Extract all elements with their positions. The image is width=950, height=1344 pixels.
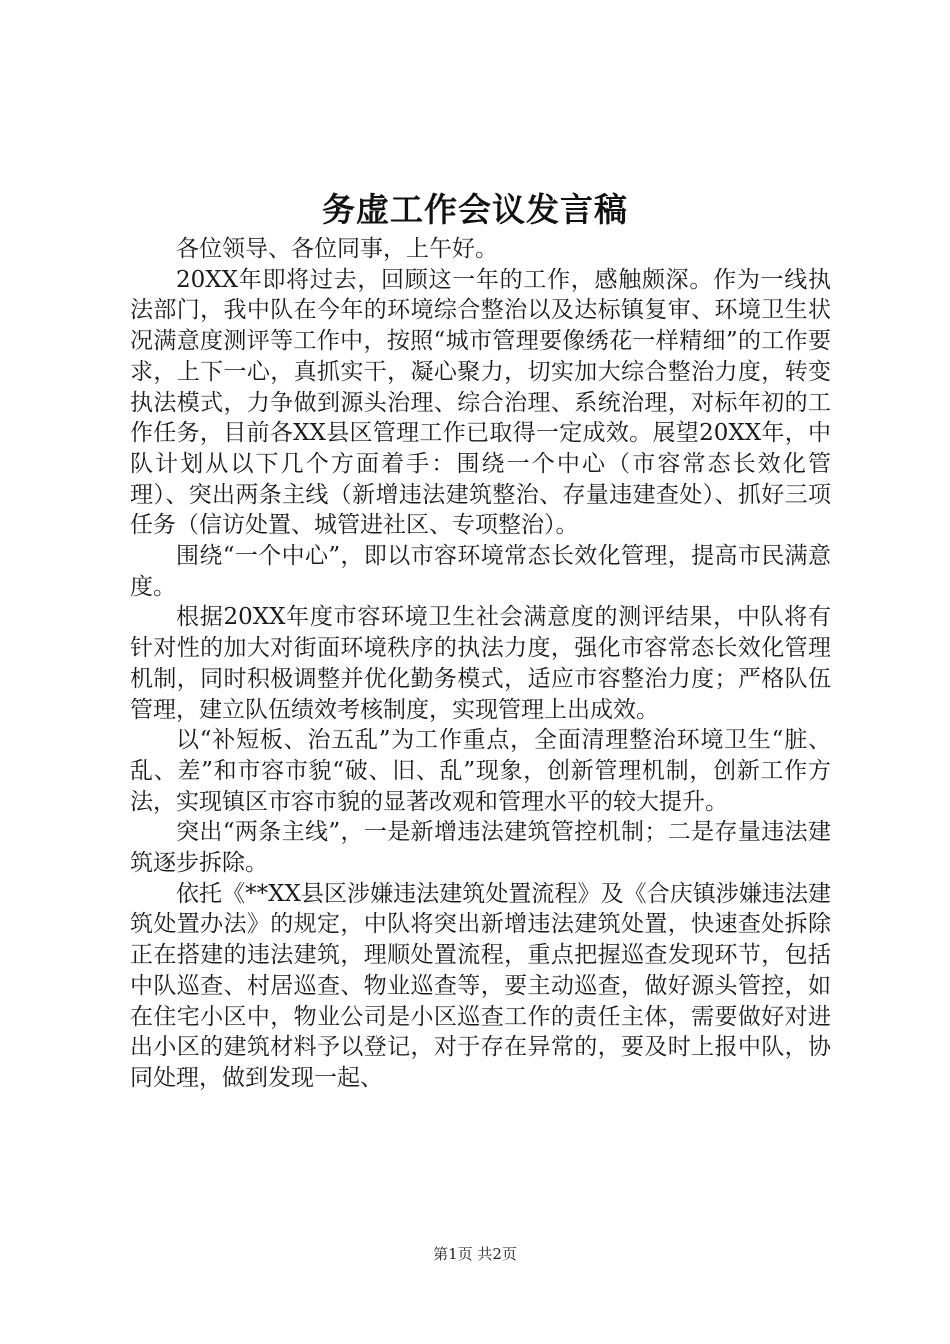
- paragraph-two-lines: 突出“两条主线”，一是新增违法建筑管控机制；二是存量违法建筑逐步拆除。: [130, 819, 831, 877]
- paragraph-one-center: 围绕“一个中心”，即以市容环境常态长效化管理，提高市民满意度。: [130, 543, 831, 600]
- document-title: 务虚工作会议发言稿: [322, 190, 628, 229]
- page-number-footer: 第1页 共2页: [433, 1245, 517, 1263]
- paragraph-greeting: 各位领导、各位同事，上午好。: [176, 236, 498, 262]
- paragraph-focus: 以“补短板、治五乱”为工作重点，全面清理整治环境卫生“脏、乱、差”和市容市貌“破、旧、乱”现象，创新管理机制，创新工作方法，实现镇区市容市貌的显著改观和管理水平的较大提升。: [130, 727, 831, 815]
- paragraph-survey: 根据20XX年度市容环境卫生社会满意度的测评结果，中队将有针对性的加大对街面环境秩序的执法力度，强化市容常态长效化管理机制，同时积极调整并优化勤务模式，适应市容整治力度；严格队伍管理，建立队伍绩效考核制度，实现管理上出成效。: [130, 604, 831, 723]
- paragraph-procedure: 依托《**XX县区涉嫌违法建筑处置流程》及《合庆镇涉嫌违法建筑处置办法》的规定，中队将突出新增违法建筑处置，快速查处拆除正在搭建的违法建筑，理顺处置流程，重点把握巡查发现环节，包括中队巡查、村居巡查、物业巡查等，要主动巡查，做好源头管控，如在住宅小区中，物业公司是小区巡查工作的责任主体，需要做好对进出小区的建筑材料予以登记，对于存在异常的，要及时上报中队，协同处理，做到发现一起、: [130, 880, 831, 1091]
- document-body: [130, 234, 831, 1094]
- paragraph-review: 20XX年即将过去，回顾这一年的工作，感触颇深。作为一线执法部门，我中队在今年的环境综合整治以及达标镇复审、环境卫生状况满意度测评等工作中，按照“城市管理要像绣花一样精细”的工作要求，上下一心，真抓实干，凝心聚力，切实加大综合整治力度，转变执法模式，力争做到源头治理、综合治理、系统治理，对标年初的工作任务，目前各XX县区管理工作已取得一定成效。展望20XX年，中队计划从以下几个方面着手：围绕一个中心（市容常态长效化管理）、突出两条主线（新增违法建筑整治、存量违建查处）、抓好三项任务（信访处置、城管进社区、专项整治）。: [130, 266, 831, 539]
